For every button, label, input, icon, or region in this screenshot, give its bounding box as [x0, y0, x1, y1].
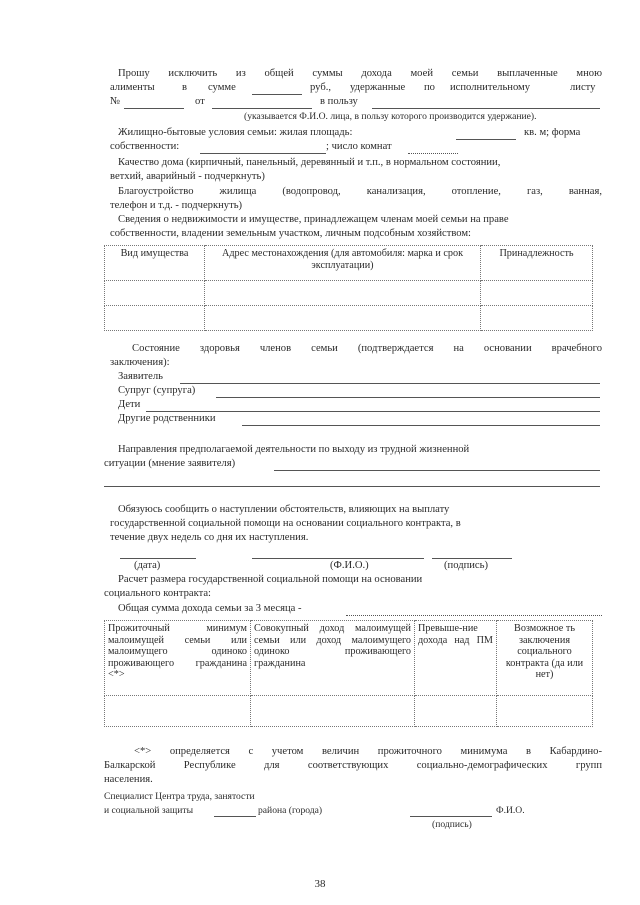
- calc-line-1: Расчет размера государственной социальной помощи на основании: [118, 574, 423, 585]
- quality-line-1: Качество дома (кирпичный, панельный, деревянный и т.п., в нормальном состоянии,: [118, 157, 501, 168]
- calculation-table: [104, 620, 593, 727]
- spouse-label: Супруг (супруга): [118, 385, 196, 396]
- obligation-line-1: Обязуюсь сообщить о наступлении обстоятельств, влияющих на выплату: [118, 504, 450, 515]
- direction-field-2[interactable]: [104, 486, 600, 487]
- obligation-line-2: государственной социальной помощи на основании социального контракта, в: [110, 518, 461, 529]
- ownership-label: собственности:: [110, 141, 180, 152]
- property-header-owner: Принадлежность: [481, 246, 593, 281]
- quality-line-2: ветхий, аварийный - подчеркнуть): [110, 171, 265, 182]
- amenities-line-1: Благоустройство жилища (водопровод, канализация, отопление, газ, ванная,: [118, 186, 602, 197]
- page-number: 38: [314, 878, 326, 890]
- relatives-health-field[interactable]: [242, 425, 600, 426]
- spouse-health-field[interactable]: [216, 397, 600, 398]
- calc-cell[interactable]: [497, 696, 593, 727]
- children-label: Дети: [118, 399, 141, 410]
- document-page: Прошу исключить из общей суммы дохода моей семьи выплаченные мною алименты в сумме руб., удержанные по исполнительному листу № от в пользу (указывается Ф.И.О. лица, в пользу которого производится удержание). Жилищно-бытовые условия семьи: жилая площадь: кв. м; форма собственности: ; число комнат Качество дома (кирпичный, панельный, деревянный и т.п., в нормальном состоянии, ветхий, аварийный - подчеркнуть) Благоустройство жилища (водопровод, канализация, отопление, газ, ванная, телефон и т.д. - подчеркнуть) Сведения о недвижимости и имуществе, принадлежащем членам моей семьи на праве собственности, владении земельным участком, личным подсобным хозяйством: Вид имущества Адрес местонахождения (для автомобиля: марка и срок эксплуатации) Принадлежность Состояние здоровья членов семьи (подтверждается на основании врачебного заключения): Заявитель Супруг (супруга) Дети Другие родственники Направления предполагаемой деятельности по выходу из трудной жизненной ситуации (мнение заявителя) Обязуюсь сообщить о наступлении обстоятельств, влияющих на выплату государственной социальной помощи на основании социального контракта, в течение двух недель со дня их наступления. (дата) (Ф.И.О.) (подпись) Расчет размера государственной социальной помощи на основании социального контракта: Общая сумма дохода семьи за 3 месяца - Прожиточный минимум малоимущей семьи или малоимущего одиноко проживающего гражданина <*> Совокупный доход малоимущей семьи или доход малоимущего одиноко проживающего гражданина Превыше-ние дохода над ПМ Возможное ть заключения социального контракта (да или нет) <*> определяется с учетом величин прожиточного минимума в Кабардино- Балкарской Республике для соответствующих социально-демографических групп населения. Специалист Центра труда, занятости и социальной защиты района (города) Ф.И.О. (подпись) 38: [0, 0, 640, 905]
- specialist-fio: Ф.И.О.: [496, 805, 525, 816]
- calc-cell[interactable]: [105, 696, 251, 727]
- property-cell[interactable]: [205, 306, 481, 331]
- property-cell[interactable]: [105, 281, 205, 306]
- table-row: [105, 621, 593, 696]
- signature-caption: (подпись): [444, 560, 488, 571]
- direction-line-1: Направления предполагаемой деятельности по выходу из трудной жизненной: [118, 444, 470, 455]
- applicant-label: Заявитель: [118, 371, 164, 382]
- table-row: [105, 696, 593, 727]
- specialist-line-2a: и социальной защиты: [104, 805, 194, 816]
- direction-field-1[interactable]: [274, 470, 600, 471]
- property-cell[interactable]: [205, 281, 481, 306]
- obligation-line-3: течение двух недель со дня их наступления.: [110, 532, 309, 543]
- property-header-address: Адрес местонахождения (для автомобиля: марка и срок эксплуатации): [205, 246, 481, 281]
- specialist-signature-field[interactable]: [410, 816, 492, 817]
- calc-header-income: Совокупный доход малоимущей семьи или доход малоимущего одиноко проживающего гражданина: [251, 621, 415, 696]
- calc-line-2: социального контракта:: [104, 588, 211, 599]
- property-line-2: собственности, владении земельным участком, личным подсобным хозяйством:: [110, 228, 471, 239]
- property-table: [104, 245, 593, 331]
- direction-line-2: ситуации (мнение заявителя): [104, 458, 236, 469]
- health-line-1: Состояние здоровья членов семьи (подтверждается на основании врачебного: [132, 343, 602, 354]
- footnote-line-2: Балкарской Республике для соответствующих социально-демографических групп: [104, 760, 602, 771]
- table-row: [105, 306, 593, 331]
- date-field[interactable]: [120, 558, 196, 559]
- calc-header-excess: Превыше-ние дохода над ПМ: [415, 621, 497, 696]
- amenities-line-2: телефон и т.д. - подчеркнуть): [110, 200, 243, 211]
- alimony-amount-field[interactable]: [252, 94, 302, 95]
- property-cell[interactable]: [481, 281, 593, 306]
- relatives-label: Другие родственники: [118, 413, 216, 424]
- calc-line-3: Общая сумма дохода семьи за 3 месяца -: [118, 603, 302, 614]
- health-line-2: заключения):: [110, 357, 170, 368]
- signature-field[interactable]: [432, 558, 512, 559]
- income-total-field[interactable]: [346, 615, 602, 616]
- applicant-health-field[interactable]: [180, 383, 600, 384]
- housing-line-1: Жилищно-бытовые условия семьи: жилая площадь:: [118, 127, 353, 138]
- property-cell[interactable]: [481, 306, 593, 331]
- property-line-1: Сведения о недвижимости и имуществе, принадлежащем членам моей семьи на праве: [118, 214, 509, 225]
- children-health-field[interactable]: [146, 411, 600, 412]
- calc-header-contract: Возможное ть заключения социального контракта (да или нет): [497, 621, 593, 696]
- specialist-line-1: Специалист Центра труда, занятости: [104, 791, 255, 802]
- property-header-type: Вид имущества: [105, 246, 205, 281]
- specialist-sign-caption: (подпись): [432, 819, 472, 830]
- specialist-line-2b: района (города): [258, 805, 323, 816]
- rooms-field[interactable]: [408, 153, 458, 154]
- ownership-field[interactable]: [200, 153, 326, 154]
- table-row: [105, 246, 593, 281]
- property-cell[interactable]: [105, 306, 205, 331]
- recipient-field[interactable]: [372, 108, 600, 109]
- table-row: [105, 281, 593, 306]
- calc-cell[interactable]: [415, 696, 497, 727]
- rooms-label: ; число комнат: [326, 141, 392, 152]
- request-line-1: Прошу исключить из общей суммы дохода моей семьи выплаченные мною: [118, 68, 602, 79]
- writ-number-field[interactable]: [124, 108, 184, 109]
- request-note: (указывается Ф.И.О. лица, в пользу которого производится удержание).: [244, 111, 537, 122]
- footnote-line-3: населения.: [104, 774, 153, 785]
- district-field[interactable]: [214, 816, 256, 817]
- calc-header-minimum: Прожиточный минимум малоимущей семьи или малоимущего одиноко проживающего гражданина <*>: [105, 621, 251, 696]
- date-caption: (дата): [134, 560, 161, 571]
- writ-date-field[interactable]: [212, 108, 312, 109]
- fio-field[interactable]: [252, 558, 424, 559]
- fio-caption: (Ф.И.О.): [330, 560, 369, 571]
- living-area-field[interactable]: [456, 139, 516, 140]
- footnote-line-1: <*> определяется с учетом величин прожиточного минимума в Кабардино-: [134, 746, 602, 757]
- calc-cell[interactable]: [251, 696, 415, 727]
